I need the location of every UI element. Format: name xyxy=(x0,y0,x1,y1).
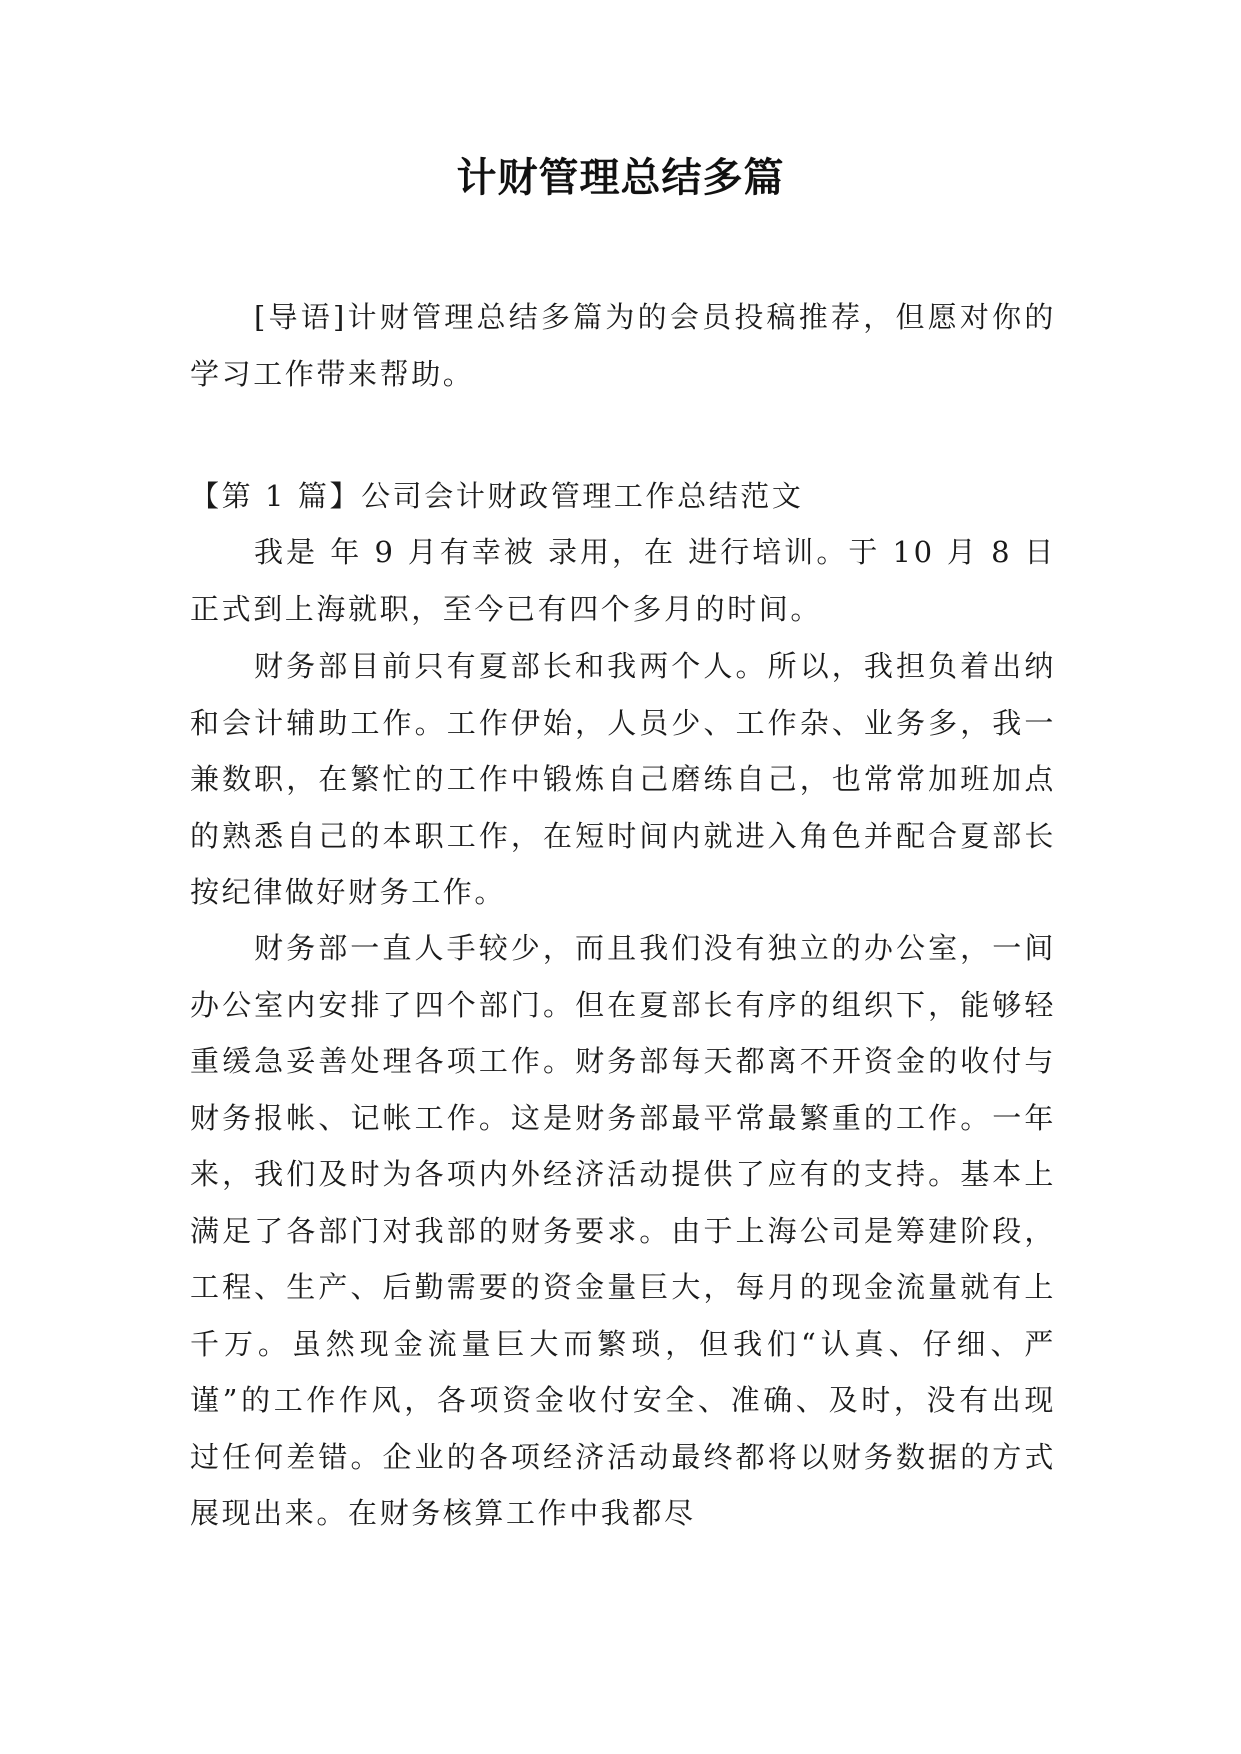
body-paragraph-3: 财务部一直人手较少，而且我们没有独立的办公室，一间办公室内安排了四个部门。但在夏部长有序的组织下，能够轻重缓急妥善处理各项工作。财务部每天都离不开资金的收付与财务报帐、记帐工作。这是财务部最平常最繁重的工作。一年来，我们及时为各项内外经济活动提供了应有的支持。基本上满足了各部门对我部的财务要求。由于上海公司是筹建阶段，工程、生产、后勤需要的资金量巨大，每月的现金流量就有上千万。虽然现金流量巨大而繁琐，但我们“认真、仔细、严谨”的工作作风，各项资金收付安全、准确、及时，没有出现过任何差错。企业的各项经济活动最终都将以财务数据的方式展现出来。在财务核算工作中我都尽 xyxy=(190,931,1056,1530)
intro-paragraph: [导语]计财管理总结多篇为的会员投稿推荐，但愿对你的学习工作带来帮助。 xyxy=(190,300,1056,391)
body-paragraph-2: 财务部目前只有夏部长和我两个人。所以，我担负着出纳和会计辅助工作。工作伊始，人员少、工作杂、业务多，我一兼数职，在繁忙的工作中锻炼自己磨练自己，也常常加班加点的熟悉自己的本职工作，在短时间内就进入角色并配合夏部长按纪律做好财务工作。 xyxy=(190,649,1056,909)
body-paragraph-1: 我是 年 9 月有幸被 录用，在 进行培训。于 10 月 8 日正式到上海就职，至今已有四个多月的时间。 xyxy=(190,535,1056,626)
section-heading: 【第 1 篇】公司会计财政管理工作总结范文 xyxy=(190,479,804,513)
document-title: 计财管理总结多篇 xyxy=(456,155,785,201)
